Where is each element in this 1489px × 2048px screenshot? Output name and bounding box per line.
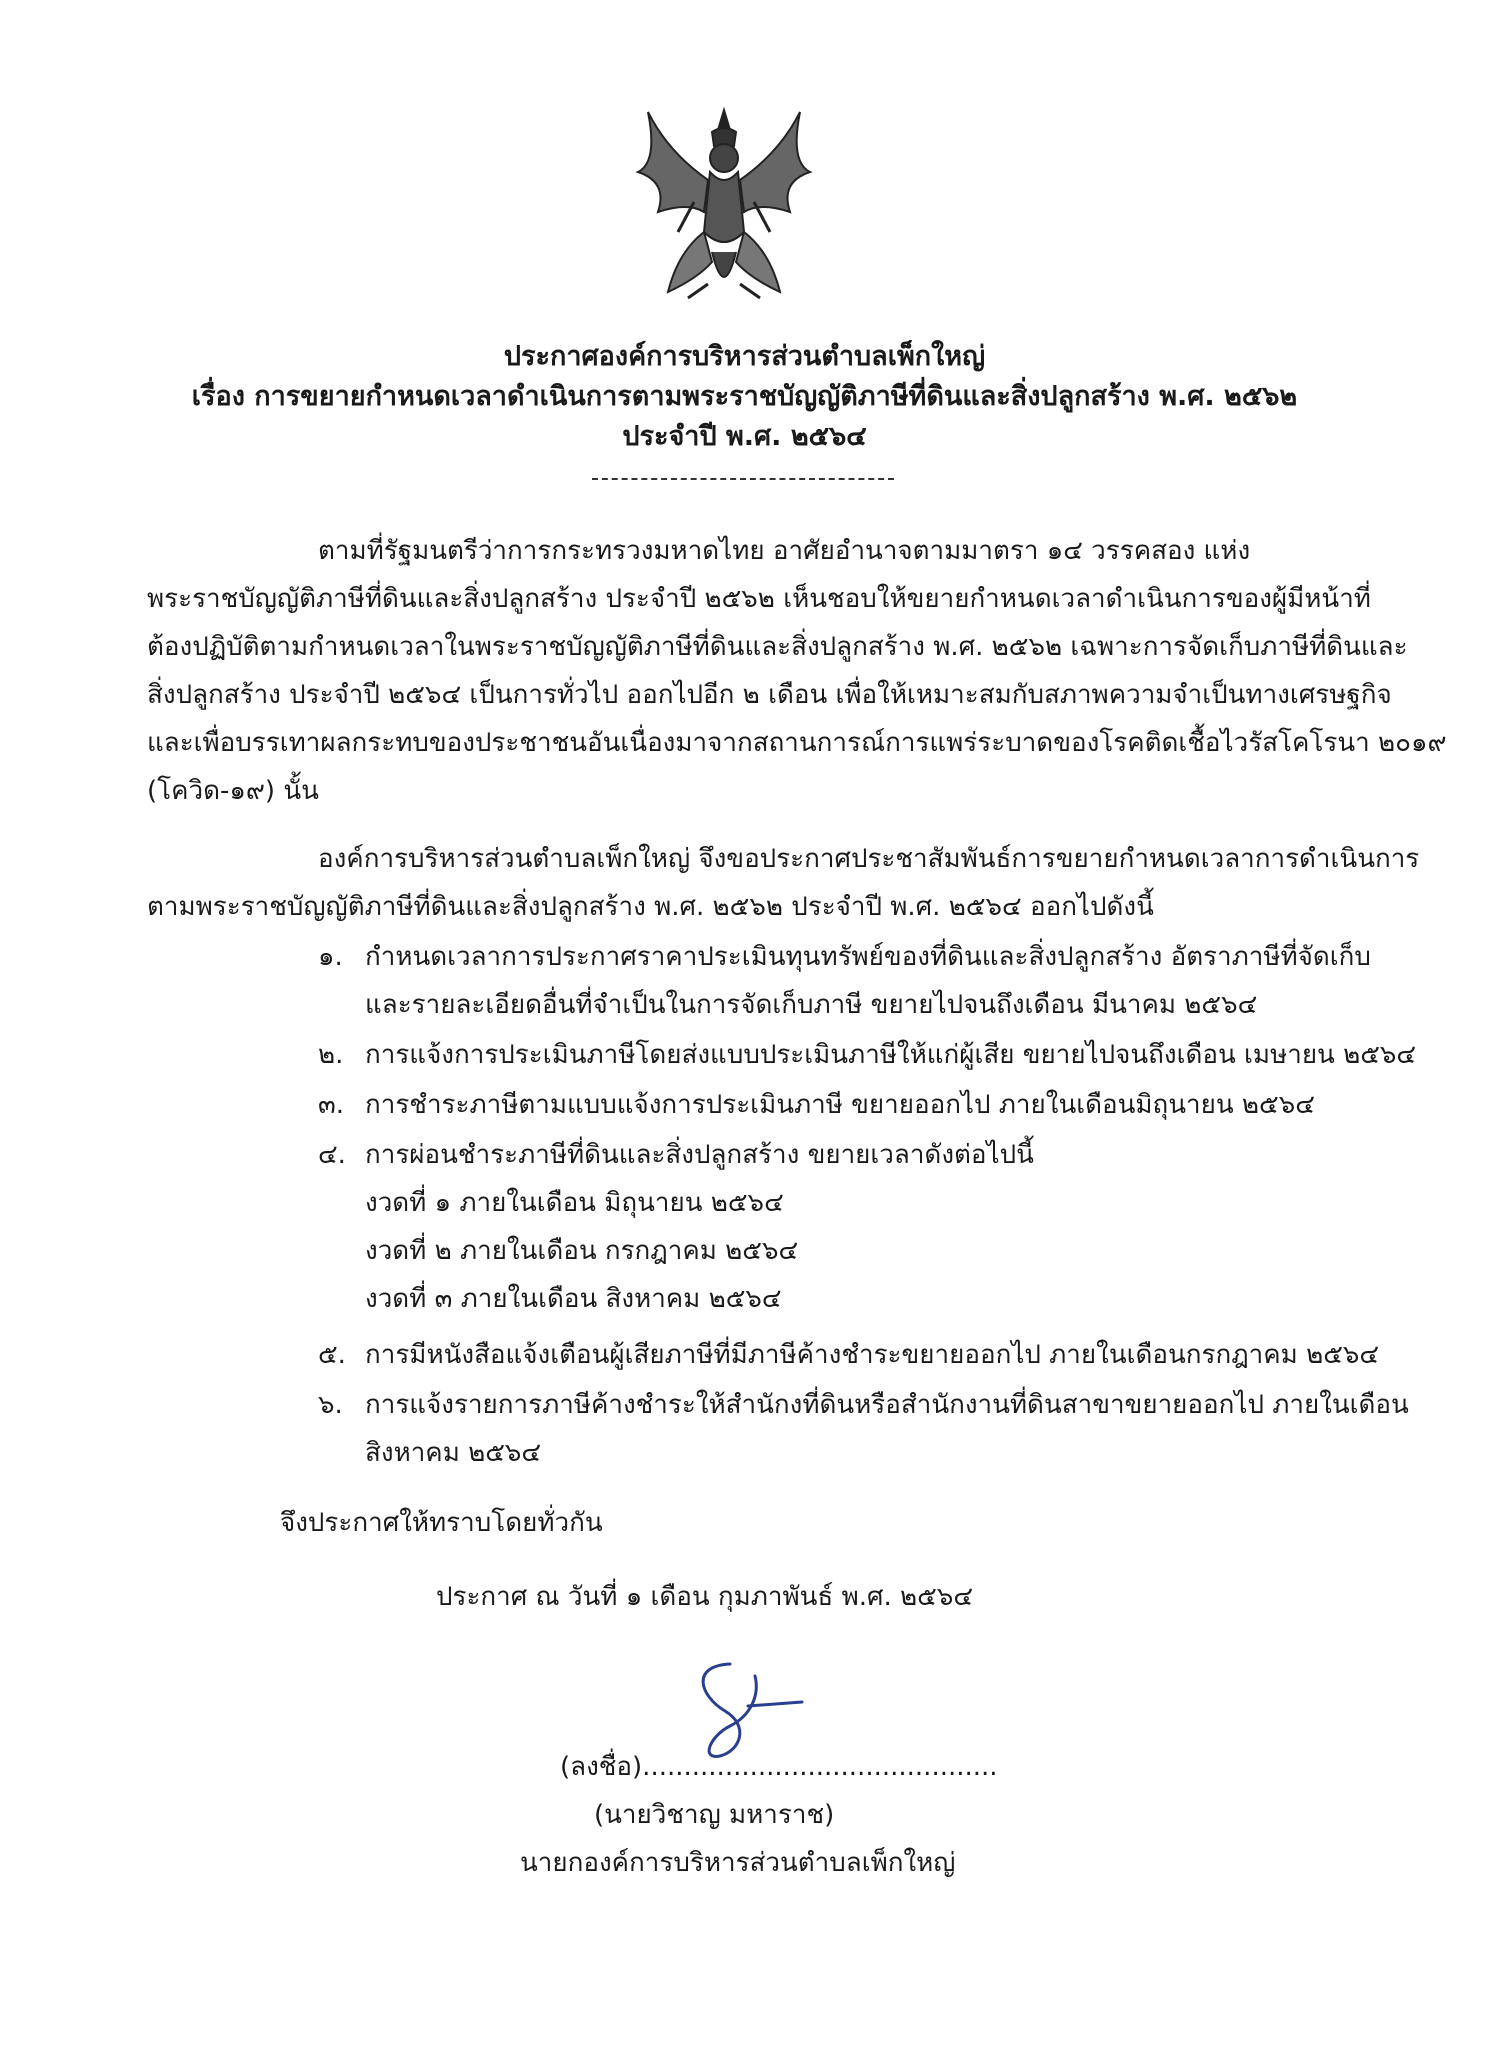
installment-line: งวดที่ ๑ ภายในเดือน มิถุนายน ๒๕๖๔	[365, 1188, 784, 1218]
para2-line: องค์การบริหารส่วนตำบลเพ็กใหญ่ จึงขอประกาศประชาสัมพันธ์การขยายกำหนดเวลาการดำเนินการ	[318, 844, 1420, 874]
para1-line: (โควิด-๑๙) นั้น	[147, 776, 319, 806]
item-line: การมีหนังสือแจ้งเตือนผู้เสียภาษีที่มีภาษีค้างชำระขยายออกไป ภายในเดือนกรกฎาคม ๒๕๖๔	[365, 1340, 1380, 1370]
closing-statement: จึงประกาศให้ทราบโดยทั่วกัน	[280, 1508, 603, 1538]
para2-line: ตามพระราชบัญญัติภาษีที่ดินและสิ่งปลูกสร้าง พ.ศ. ๒๕๖๒ ประจำปี พ.ศ. ๒๕๖๔ ออกไปดังนี้	[147, 892, 1154, 922]
garuda-emblem	[628, 102, 820, 314]
installment-line: งวดที่ ๒ ภายในเดือน กรกฎาคม ๒๕๖๔	[365, 1236, 799, 1266]
item-number: ๕.	[318, 1340, 346, 1370]
announcement-subject: เรื่อง การขยายกำหนดเวลาดำเนินการตามพระราชบัญญัติภาษีที่ดินและสิ่งปลูกสร้าง พ.ศ. ๒๕๖๒	[191, 381, 1298, 412]
item-number: ๔.	[318, 1140, 346, 1170]
signatory-position: นายกองค์การบริหารส่วนตำบลเพ็กใหญ่	[520, 1848, 956, 1878]
item-line: สิงหาคม ๒๕๖๔	[365, 1438, 542, 1468]
para1-line: และเพื่อบรรเทาผลกระทบของประชาชนอันเนื่องมาจากสถานการณ์การแพร่ระบาดของโรคติดเชื้อไวรัสโคโรนา ๒๐๑๙	[147, 728, 1447, 758]
item-number: ๑.	[318, 942, 343, 972]
item-line: การผ่อนชำระภาษีที่ดินและสิ่งปลูกสร้าง ขยายเวลาดังต่อไปนี้	[365, 1140, 1034, 1170]
installment-line: งวดที่ ๓ ภายในเดือน สิงหาคม ๒๕๖๔	[365, 1284, 782, 1314]
item-number: ๒.	[318, 1040, 344, 1070]
item-line: และรายละเอียดอื่นที่จำเป็นในการจัดเก็บภาษี ขยายไปจนถึงเดือน มีนาคม ๒๕๖๔	[365, 990, 1258, 1020]
item-line: การแจ้งการประเมินภาษีโดยส่งแบบประเมินภาษีให้แก่ผู้เสีย ขยายไปจนถึงเดือน เมษายน ๒๕๖๔	[365, 1040, 1417, 1070]
item-number: ๓.	[318, 1090, 345, 1120]
announcement-year: ประจำปี พ.ศ. ๒๕๖๔	[622, 421, 867, 452]
item-line: การแจ้งรายการภาษีค้างชำระให้สำนักงที่ดินหรือสำนักงานที่ดินสาขาขยายออกไป ภายในเดือน	[365, 1390, 1409, 1420]
title-divider	[592, 478, 894, 480]
signatory-name: (นายวิชาญ มหาราช)	[594, 1800, 835, 1830]
item-number: ๖.	[318, 1390, 343, 1420]
item-line: กำหนดเวลาการประกาศราคาประเมินทุนทรัพย์ของที่ดินและสิ่งปลูกสร้าง อัตราภาษีที่จัดเก็บ	[365, 942, 1371, 972]
announcement-title: ประกาศองค์การบริหารส่วนตำบลเพ็กใหญ่	[503, 341, 986, 372]
signature-line: (ลงชื่อ)...........................................	[560, 1752, 998, 1782]
para1-line: ตามที่รัฐมนตรีว่าการกระทรวงมหาดไทย อาศัยอำนาจตามมาตรา ๑๔ วรรคสอง แห่ง	[318, 536, 1251, 566]
para1-line: ต้องปฏิบัติตามกำหนดเวลาในพระราชบัญญัติภาษีที่ดินและสิ่งปลูกสร้าง พ.ศ. ๒๕๖๒ เฉพาะการจัดเก็บภาษีที่ดินและ	[147, 632, 1408, 662]
para1-line: พระราชบัญญัติภาษีที่ดินและสิ่งปลูกสร้าง ประจำปี ๒๕๖๒ เห็นชอบให้ขยายกำหนดเวลาดำเนินการของผู้มีหน้าที่	[147, 584, 1371, 614]
para1-line: สิ่งปลูกสร้าง ประจำปี ๒๕๖๔ เป็นการทั่วไป ออกไปอีก ๒ เดือน เพื่อให้เหมาะสมกับสภาพความจำเป็นทางเศรษฐกิจ	[147, 680, 1392, 710]
item-line: การชำระภาษีตามแบบแจ้งการประเมินภาษี ขยายออกไป ภายในเดือนมิถุนายน ๒๕๖๔	[365, 1090, 1315, 1120]
announcement-date: ประกาศ ณ วันที่ ๑ เดือน กุมภาพันธ์ พ.ศ. ๒๕๖๔	[436, 1582, 973, 1612]
